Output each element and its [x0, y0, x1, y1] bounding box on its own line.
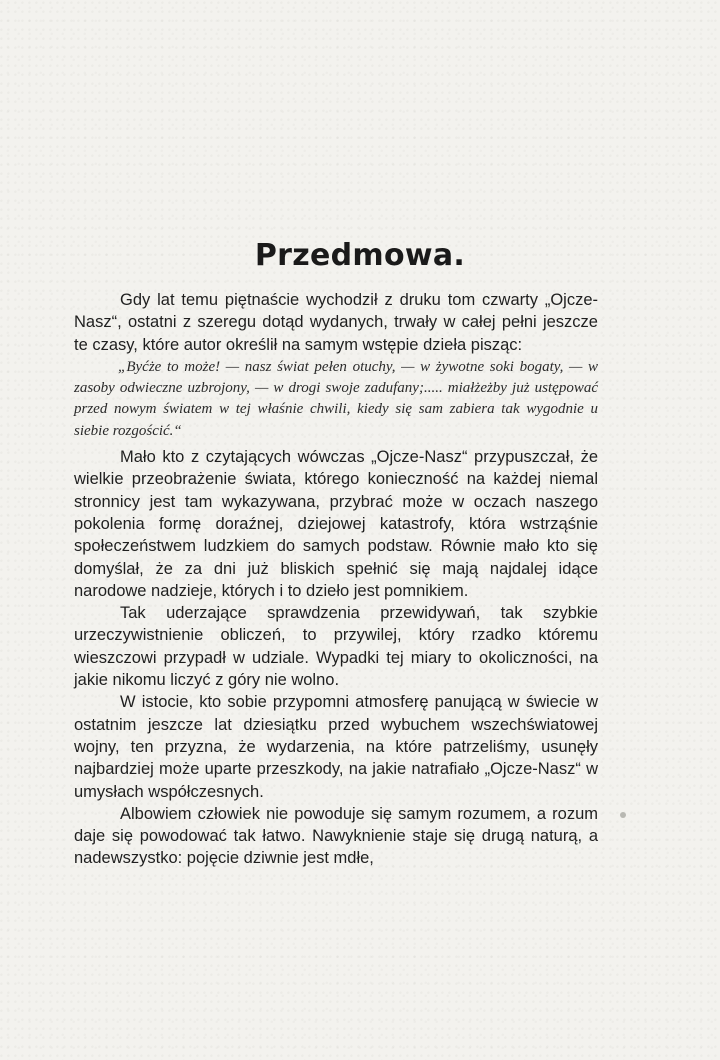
paragraph-1: Gdy lat temu piętnaście wychodził z druku tom czwarty „Ojcze-Nasz“, ostatni z szeregu dotąd wydanych, trwały w całej pełni jeszcze te czasy, które autor określił na samym wstępie dzieła pisząc:: [74, 291, 598, 354]
page-title: Przedmowa.: [254, 238, 466, 273]
preface-text: [74, 289, 598, 870]
quotation: „Byćże to może! — nasz świat pełen otuchy, — w żywotne soki bogaty, — w zasoby odwieczne uzbrojony, — w drogi swoje zadufany;..... miałżeżby już ustępować przed nowym światem w tej właśnie chwili, kiedy się sam zabiera tak wygodnie u siebie rozgościć.“: [74, 358, 598, 439]
paragraph-3: Tak uderzające sprawdzenia przewidywań, tak szybkie urzeczywistnienie obliczeń, to przywilej, który rzadko któremu wieszczowi przypadł w udziale. Wypadki tej miary to okoliczności, na jakie nikomu liczyć z góry nie wolno.: [74, 604, 598, 690]
paragraph-5: Albowiem człowiek nie powoduje się samym rozumem, a rozum daje się powodować tak łatwo. Nawyknienie staje się drugą naturą, a nadewszystko: pojęcie dziwnie jest mdłe,: [74, 804, 598, 868]
paragraph-4: W istocie, kto sobie przypomni atmosferę panującą w świecie w ostatnim jeszcze lat dziesiątku przed wybuchem wszechświatowej wojny, ten przyzna, że wydarzenia, na które patrzeliśmy, usunęły najbardziej może uparte przeszkody, na jakie natrafiało „Ojcze-Nasz“ w umysłach współczesnych.: [74, 693, 598, 801]
ink-speck: [620, 812, 626, 818]
paragraph-2: Mało kto z czytających wówczas „Ojcze-Nasz“ przypuszczał, że wielkie przeobrażenie świata, którego konieczność na każdej niemal stronnicy jest tam wykazywana, przybrać może w oczach naszego pokolenia formę doraźnej, dziejowej katastrofy, która wstrząśnie społeczeństwem ludzkiem do samych podstaw. Równie mało kto się domyślał, że za dni już bliskich spełnić się mają najdalej idące narodowe nadzieje, których i to dzieło jest pomnikiem.: [74, 448, 598, 600]
